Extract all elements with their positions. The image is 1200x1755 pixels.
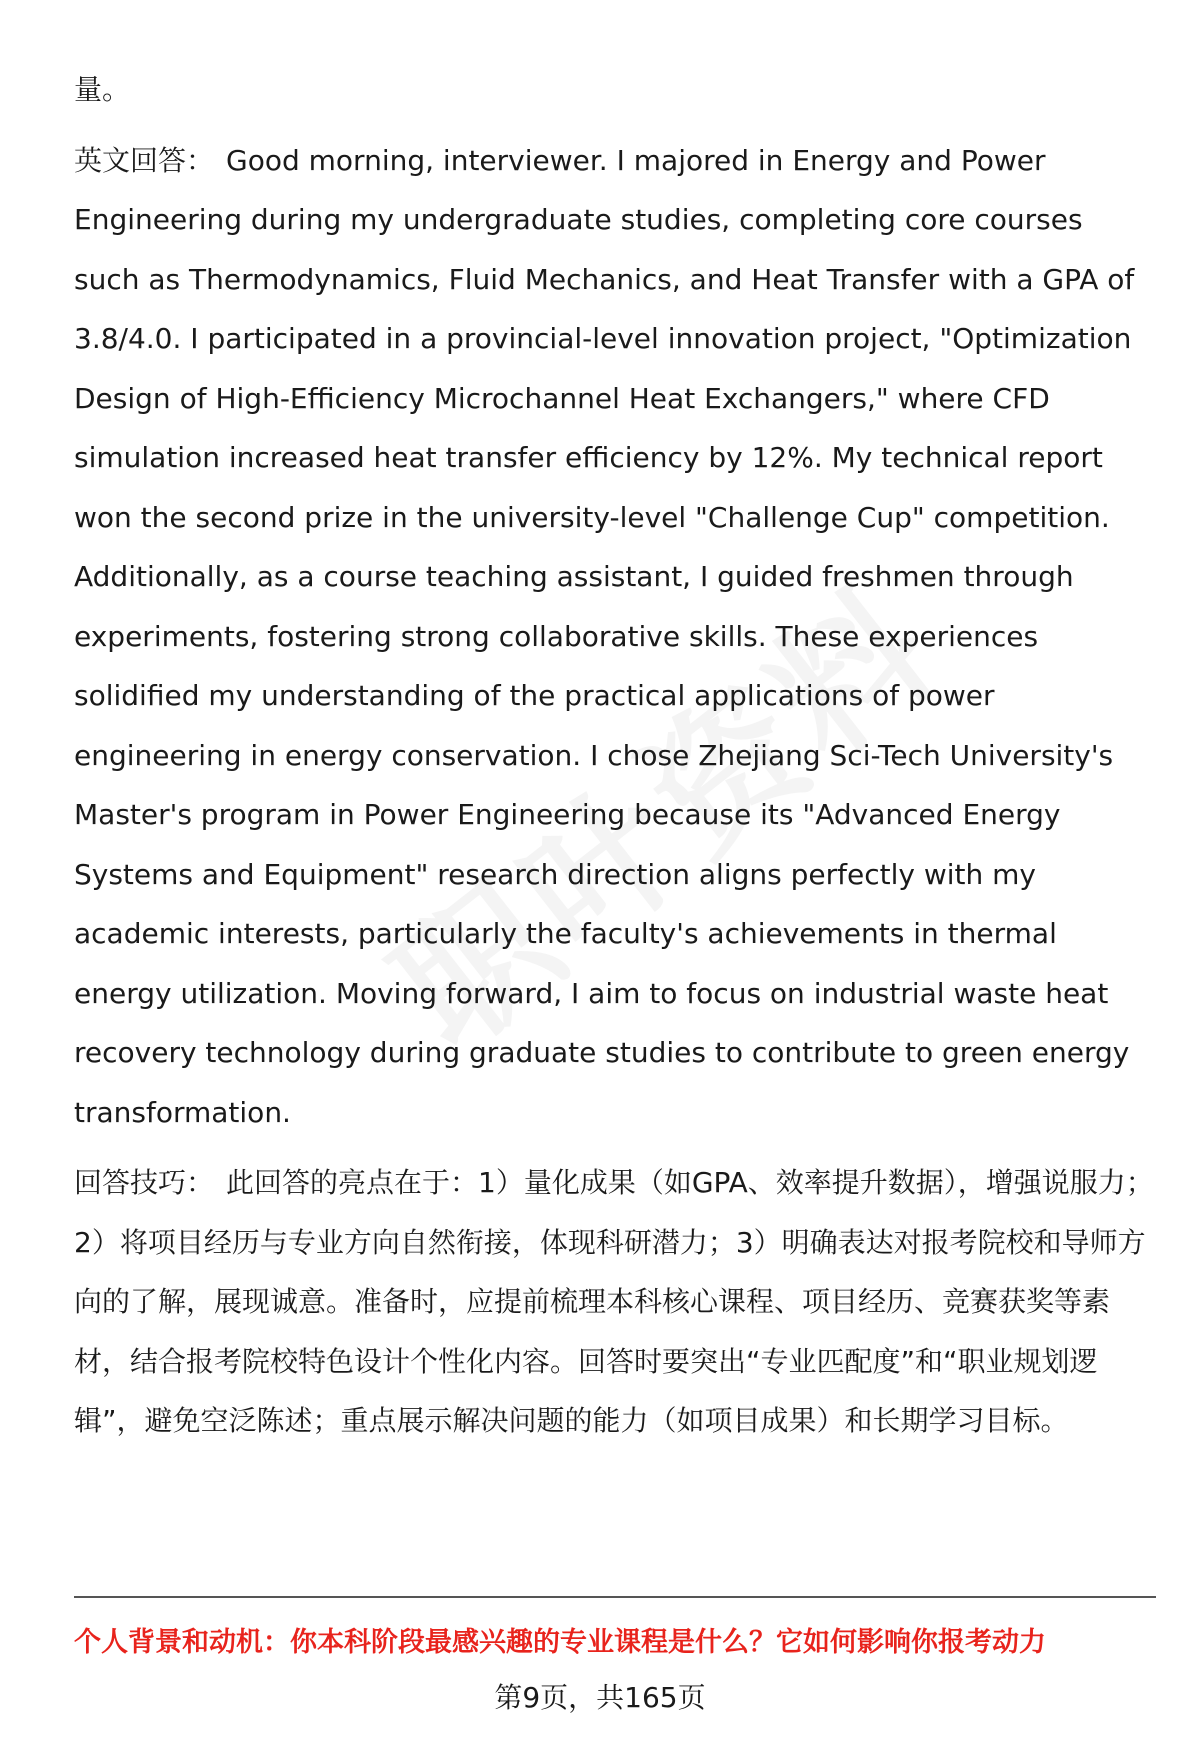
next-question-heading: 个人背景和动机：你本科阶段最感兴趣的专业课程是什么？它如何影响你报考动力 <box>74 1627 1046 1658</box>
english-answer-text: Good morning, interviewer. I majored in Energy and Power Engineering during my undergraduate studies, completing core courses such as Thermodynamics, Fluid Mechanics, and Heat Transfer with a GPA of 3.8/4.0. I participated in a provincial-level innovation project, "Optimization Design of High-Efficiency Microchannel Heat Exchangers," where CFD simulation increased heat transfer efficiency by 12%. My technical report won the second prize in the university-level "Challenge Cup" competition. Additionally, as a course teaching assistant, I guided freshmen through experiments, fostering strong collaborative skills. These experiences solidified my understanding of the practical applications of power engineering in energy conservation. I chose Zhejiang Sci-Tech University's Master's program in Power Engineering because its "Advanced Energy Systems and Equipment" research direction aligns perfectly with my academic interests, particularly the faculty's achievements in thermal energy utilization. Moving forward, I aim to focus on industrial waste heat recovery technology during graduate studies to contribute to green energy transformation. <box>74 143 1135 1129</box>
page-number: 第9页，共165页 <box>494 1681 706 1714</box>
continuation-text: 量。 <box>74 73 131 106</box>
tips-paragraph <box>74 1153 1156 1451</box>
section-divider <box>74 1596 1156 1598</box>
english-answer-label: 英文回答： <box>74 143 215 177</box>
english-answer-paragraph <box>74 131 1156 1143</box>
document-body <box>74 60 1156 1451</box>
tips-label: 回答技巧： <box>74 1166 215 1199</box>
tips-text: 此回答的亮点在于：1）量化成果（如GPA、效率提升数据），增强说服力；2）将项目经历与专业方向自然衔接，体现科研潜力；3）明确表达对报考院校和导师方向的了解，展现诚意。准备时，应提前梳理本科核心课程、项目经历、竞赛获奖等素材，结合报考院校特色设计个性化内容。回答时要突出“专业匹配度”和“职业规划逻辑”，避免空泛陈述；重点展示解决问题的能力（如项目成果）和长期学习目标。 <box>74 1166 1154 1437</box>
